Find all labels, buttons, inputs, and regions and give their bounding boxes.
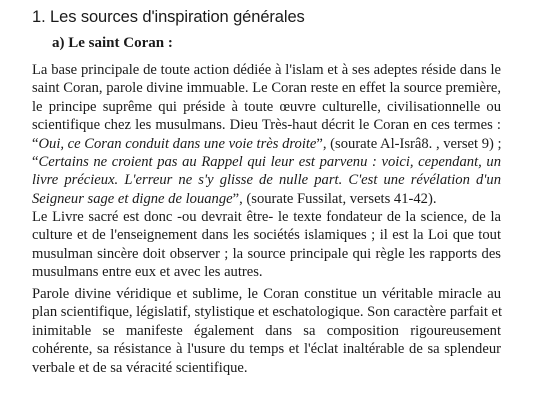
paragraph-1 — [32, 61, 501, 208]
paragraph-1-line — [32, 98, 501, 116]
citation: ”, (sourate Al-Isrâ8. , verset 9) ; — [316, 135, 502, 152]
text-segment: le principe suprême qui préside à toute œuvre culturelle, civilisationnelle ou — [32, 98, 501, 115]
text-segment: La base principale de toute action dédiée à l'islam et à ses adeptes réside dans le — [32, 62, 501, 78]
quran-quote: Seigneur sage et digne de louange — [32, 190, 233, 207]
text-segment: scientifique chez les musulmans. Dieu Très-haut décrit le Coran en ces termes : — [32, 117, 501, 134]
paragraph-2 — [32, 208, 501, 282]
subsection-heading: a) Le saint Coran : — [52, 35, 173, 51]
paragraph-3 — [32, 285, 501, 377]
quote-mark: “ — [32, 154, 39, 171]
paragraph-1-line — [32, 116, 501, 134]
paragraph-1-line — [32, 153, 501, 171]
paragraph-1-line — [32, 190, 501, 208]
paragraph-2-line: musulman sincère doit observer ; la source principale qui règle les rapports des — [32, 245, 501, 262]
paragraph-1-line — [32, 79, 501, 97]
paragraph-3-line: cohérente, sa résistance à l'usure du temps et l'éclat inaltérable de sa splendeur — [32, 341, 501, 358]
paragraph-1-line — [32, 135, 501, 153]
quran-quote: Oui, ce Coran conduit dans une voie très droite — [38, 135, 317, 152]
text-segment: saint Coran, parole divine immuable. Le Coran reste en effet la source première, — [32, 80, 501, 97]
quote-mark: “ — [32, 135, 39, 152]
section-heading: 1. Les sources d'inspiration générales — [32, 8, 305, 26]
citation: ”, (sourate Fussilat, versets 41-42). — [232, 190, 437, 207]
paragraph-3-line: inimitable se manifeste également dans sa composition rigoureusement — [32, 322, 501, 339]
paragraph-2-line: Le Livre sacré est donc -ou devrait être- le texte fondateur de la science, de la — [32, 209, 501, 225]
paragraph-3-line: plan scientifique, législatif, stylistique et eschatologique. Son caractère parfait et — [32, 304, 503, 321]
quran-quote: Certains ne croient pas au Rappel qui leur est parvenu : voici, cependant, un — [38, 154, 501, 171]
quran-quote: livre précieux. L'erreur ne s'y glisse de nulle part. C'est une révélation d'un — [32, 172, 501, 189]
paragraph-2-line: culture et de l'enseignement dans les sociétés islamiques ; il est la Loi que tout — [32, 227, 501, 244]
paragraph-2-line: musulmans entre eux et avec les autres. — [32, 264, 263, 281]
paragraph-3-line: verbale et de sa véracité scientifique. — [32, 359, 248, 376]
paragraph-1-line — [32, 61, 501, 79]
paragraph-1-line — [32, 171, 501, 189]
paragraph-3-line: Parole divine véridique et sublime, le Coran constitue un véritable miracle au — [32, 286, 501, 302]
